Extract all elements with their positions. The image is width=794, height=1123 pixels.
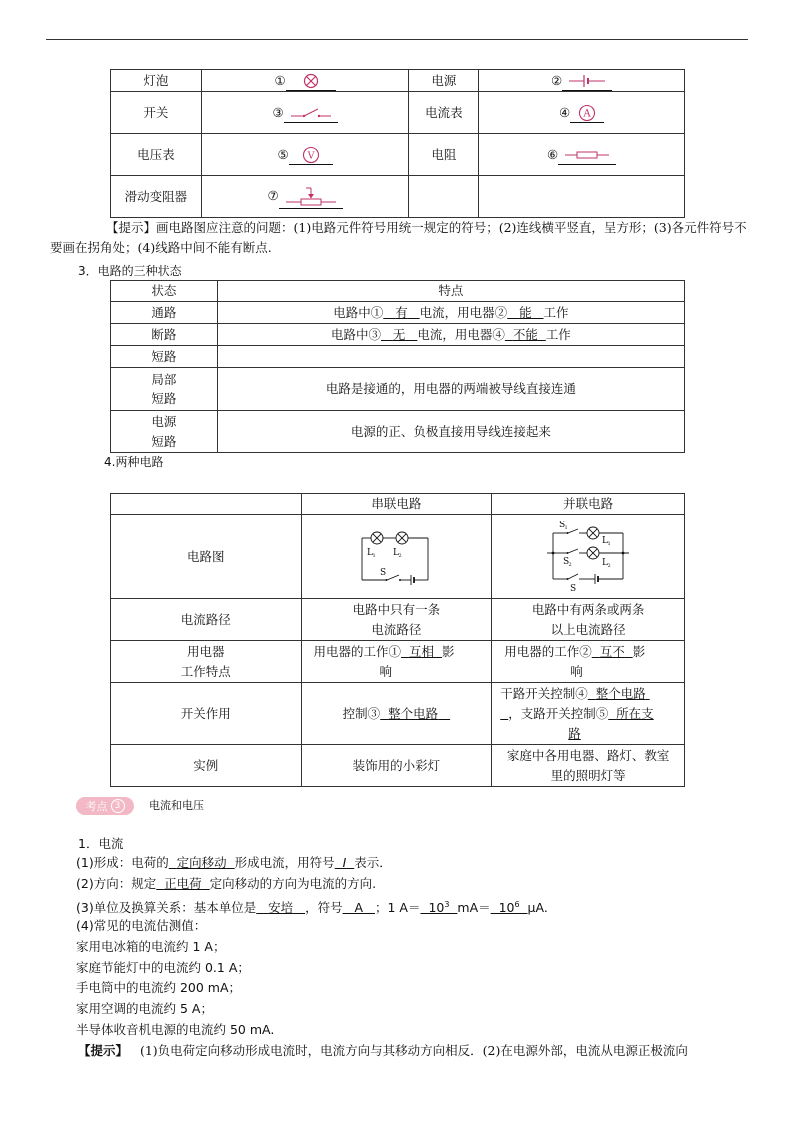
svg-text:S: S	[380, 567, 387, 578]
state-short-label: 短路	[111, 346, 218, 368]
parallel-example: 家庭中各用电器、路灯、教室 里的照明灯等	[492, 745, 685, 787]
estimate-radio: 半导体收音机电源的电流约 50 mA.	[76, 1022, 275, 1037]
answer-3: 无	[392, 326, 406, 342]
answer-4: 整个电路	[595, 685, 646, 701]
answer-ma-factor: $10^3$	[428, 900, 450, 916]
tip-text: (1)负电荷定向移动形成电流时，电流方向与其移动方向相反．(2)在电源外部，电流从电源正极流向	[139, 1043, 688, 1058]
series-switch: 控制③ 整个电路	[301, 683, 492, 745]
answer-ampere: 安培	[268, 900, 294, 916]
kaodian-label: 考点	[85, 800, 108, 813]
row-device-label: 用电器 工作特点	[111, 641, 302, 683]
label-ammeter: 电流表	[409, 92, 479, 134]
current-line-units: (3)单位及换算关系：基本单位是 安培 ，符号 A ；1 $A= 10^3$ $mA= 10^6$ μA.	[76, 900, 548, 916]
tip-drawing-rules	[50, 218, 750, 258]
answer-3: 整个电路	[388, 705, 439, 721]
row-diagram-label: 电路图	[111, 515, 302, 599]
symbols-table	[110, 69, 685, 218]
answer-4: 不能	[512, 326, 538, 342]
kaodian-number: 3	[111, 799, 125, 813]
col-parallel: 并联电路	[492, 494, 685, 515]
current-line-estimates: (4)常见的电流估测值：	[76, 918, 207, 933]
svg-text:2: 2	[398, 552, 403, 559]
two-circuits-table	[110, 493, 685, 787]
label-rheostat: 滑动变阻器	[111, 176, 202, 218]
current-heading: 1．电流	[78, 836, 124, 851]
svg-text:L: L	[602, 535, 609, 546]
svg-text:1: 1	[607, 540, 611, 547]
estimate-lamp: 家庭节能灯中的电流约 0.1 A；	[76, 960, 250, 975]
svg-text:L: L	[393, 547, 400, 558]
label-voltmeter: 电压表	[111, 134, 202, 176]
svg-text:1: 1	[372, 552, 377, 559]
header-rule	[46, 39, 748, 40]
answer-2: 互不	[599, 644, 625, 660]
parallel-diagram-cell	[492, 515, 685, 599]
svg-text:S: S	[563, 556, 570, 567]
series-example: 装饰用的小彩灯	[301, 745, 492, 787]
label-resistor: 电阻	[409, 134, 479, 176]
state-closed-feature: 电路中① 有 电流，用电器② 能 工作	[217, 302, 684, 324]
empty-cell	[479, 176, 685, 218]
estimate-flashlight: 手电筒中的电流约 200 mA；	[76, 980, 242, 995]
kaodian-badge	[76, 797, 134, 815]
bulb-symbol-cell: ①	[201, 70, 409, 92]
answer-ua-factor: $10^6$	[498, 900, 520, 916]
resistor-icon	[563, 150, 611, 160]
svg-text:2: 2	[568, 561, 572, 568]
series-path: 电路中只有一条 电流路径	[301, 599, 492, 641]
empty-cell	[217, 346, 684, 368]
switch-icon	[289, 106, 333, 120]
current-line-direction: (2)方向：规定 正电荷 定向移动的方向为电流的方向.	[76, 876, 377, 891]
parallel-switch: 干路开关控制④ 整个电路 ，支路开关控制⑤ 所在支 路	[492, 683, 685, 745]
answer-unit-symbol: A	[354, 900, 364, 916]
svg-text:2: 2	[607, 562, 611, 569]
circuit-states-table	[110, 280, 685, 453]
state-open-label: 断路	[111, 324, 218, 346]
state-closed-label: 通路	[111, 302, 218, 324]
ammeter-symbol-cell: ④ A	[479, 92, 685, 134]
state-source-short-feature: 电源的正、负极直接用导线连接起来	[217, 411, 684, 453]
svg-text:1: 1	[564, 524, 568, 531]
state-open-feature: 电路中③ 无 电流，用电器④ 不能 工作	[217, 324, 684, 346]
label-bulb: 灯泡	[111, 70, 202, 92]
bulb-icon	[303, 73, 319, 89]
estimate-fridge: 家用电冰箱的电流约 1 A；	[76, 939, 226, 954]
answer-1: 有	[395, 304, 408, 320]
answer-2: 能	[519, 304, 532, 320]
svg-text:V: V	[307, 150, 315, 162]
ammeter-icon	[578, 104, 596, 122]
answer-directed-motion: 定向移动	[176, 855, 227, 870]
empty-cell	[111, 494, 302, 515]
voltmeter-symbol-cell: ⑤ V	[201, 134, 409, 176]
label-switch: 开关	[111, 92, 202, 134]
col-feature: 特点	[217, 281, 684, 302]
section-3-heading: 3．电路的三种状态	[78, 264, 182, 278]
empty-cell	[409, 176, 479, 218]
state-source-short-label: 电源 短路	[111, 411, 218, 453]
col-state: 状态	[111, 281, 218, 302]
battery-icon	[567, 74, 607, 88]
parallel-path: 电路中有两条或两条 以上电流路径	[492, 599, 685, 641]
state-partial-short-feature: 电路是接通的，用电器的两端被导线直接连通	[217, 368, 684, 411]
series-diagram-cell	[301, 515, 492, 599]
switch-symbol-cell: ③	[201, 92, 409, 134]
state-partial-short-label: 局部 短路	[111, 368, 218, 411]
row-switch-label: 开关作用	[111, 683, 302, 745]
rheostat-icon	[284, 186, 338, 208]
svg-text:L: L	[602, 557, 609, 568]
section-4-heading: 4.两种电路	[104, 455, 164, 469]
kaodian-title: 电流和电压	[149, 799, 204, 812]
svg-text:S: S	[559, 520, 566, 530]
answer-5: 所在支	[616, 705, 654, 721]
svg-text:S: S	[570, 583, 577, 593]
tip-label: 【提示】	[78, 1043, 129, 1058]
parallel-device: 用电器的工作② 互不 影 响	[492, 641, 685, 683]
series-circuit-diagram	[356, 524, 436, 590]
answer-1: 互相	[408, 644, 434, 660]
answer-positive-charge: 正电荷	[164, 876, 202, 891]
battery-symbol-cell: ②	[479, 70, 685, 92]
col-series: 串联电路	[301, 494, 492, 515]
tip-text: 画电路图应注意的问题：(1)电路元件符号用统一规定的符号；(2)连线横平竖直，呈方形；(3)各元件符号不要画在拐角处；(4)线路中间不能有断点.	[50, 220, 747, 255]
row-example-label: 实例	[111, 745, 302, 787]
parallel-circuit-diagram	[545, 521, 631, 593]
resistor-symbol-cell: ⑥	[479, 134, 685, 176]
tip-label: 【提示】	[106, 220, 157, 235]
series-device: 用电器的工作① 互相 影 响	[301, 641, 492, 683]
row-path-label: 电流路径	[111, 599, 302, 641]
label-power-source: 电源	[409, 70, 479, 92]
voltmeter-icon	[302, 146, 320, 164]
answer-symbol-i: I	[342, 855, 347, 870]
estimate-aircon: 家用空调的电流约 5 A；	[76, 1001, 213, 1016]
svg-text:L: L	[367, 547, 374, 558]
current-line-formation: (1)形成：电荷的 定向移动 形成电流，用符号 I 表示．	[76, 855, 392, 870]
rheostat-symbol-cell: ⑦	[201, 176, 409, 218]
tip-current-direction	[78, 1041, 688, 1061]
svg-text:A: A	[583, 108, 591, 120]
